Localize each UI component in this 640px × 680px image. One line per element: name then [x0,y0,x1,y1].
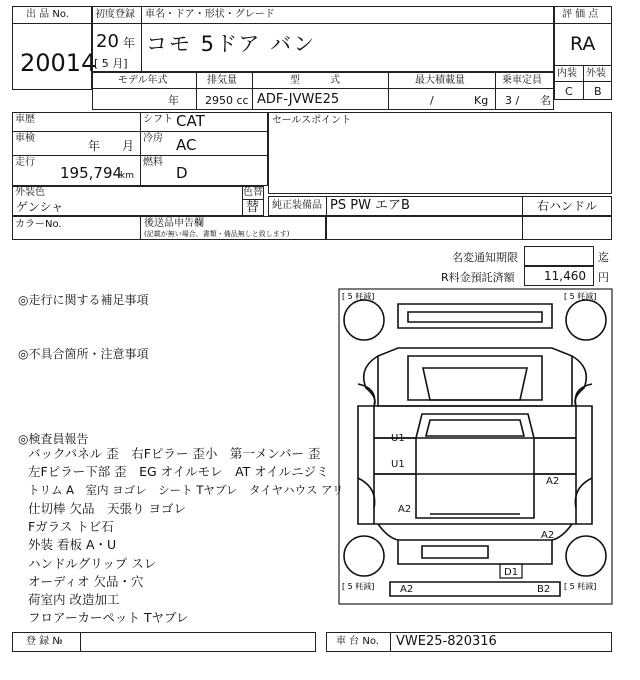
recycle-fee-label: R料金預託済額 [441,271,515,284]
steering-side: 右ハンドル [537,199,598,213]
report-line: 外装 看板 A・U [28,537,117,552]
grade-label: 評 価 点 [562,9,599,20]
color-change-label: 色替 [243,187,263,198]
right-fender [572,356,586,406]
capacity: 3 / [505,94,520,107]
fuel-label: 燃料 [143,157,163,168]
year-unit: 年 [123,36,136,50]
capacity-unit: 名 [540,94,551,107]
tire-front-right [566,300,606,340]
interior-label: 内装 [557,68,577,79]
history-label: 車歴 [15,114,35,125]
model-label: 型 式 [290,75,340,86]
model-year-label: モデル年式 [118,75,168,86]
damage-mark: U1 [391,433,405,444]
post-docs-extra-box [326,216,612,240]
fuel: D [176,164,188,182]
model-year-unit: 年 [168,94,179,107]
max-load-unit: Kg [474,94,489,107]
max-load: / [430,94,434,107]
damage-mark: A2 [398,504,412,515]
color-number-label: カラーNo. [15,219,62,230]
equipment: PS PW エアB [330,198,410,213]
model-code: ADF-JVWE25 [257,92,340,107]
name-change-deadline-unit: 迄 [598,251,609,264]
car-name-label: 車名・ドア・形状・グレード [145,9,275,20]
tire-rear-right [566,536,606,576]
damage-mark: A2 [541,530,555,541]
shift-label: シフト [143,114,173,125]
tire-tread-label: [ 5 粍減] [342,582,375,591]
exterior-color: ゲンシャ [16,200,64,214]
damage-mark: U1 [391,459,405,470]
report-line: 左Fピラー下部 歪 EG オイルモレ AT オイルニジミ [28,464,329,479]
exterior-label: 外装 [586,68,606,79]
tire-rear-left [344,536,384,576]
first-registration-label: 初度登録 [95,9,135,20]
report-line: Fガラス トビ石 [28,519,114,534]
report-line: 仕切棒 欠品 天張り ヨゴレ [28,501,186,516]
lot-number: 20014 [20,49,97,77]
equipment-label: 純正装備品 [272,200,322,211]
report-line: オーディオ 欠品・穴 [28,574,144,589]
chassis-number: VWE25-820316 [396,634,497,649]
report-line: トリム A 室内 ヨゴレ シート Tヤブレ タイヤハウス アリ [28,483,344,497]
report-line: バックパネル 歪 右Fピラー 歪小 第一メンバー 歪 [28,446,321,461]
displacement-label: 排気量 [207,75,237,86]
tire-tread-label: [ 5 粍減] [564,292,597,301]
post-docs-note: (記載が無い場合、書類・備品無しと致します) [144,230,290,238]
rear-bumper [390,582,560,596]
name-change-deadline-label: 名変通知期限 [452,251,518,264]
defect-notes-label: ◎不具合箇所・注意事項 [18,347,149,361]
damage-mark: A2 [400,584,414,595]
inspection-year-unit: 年 [88,139,101,153]
max-load-label: 最大積載量 [415,75,465,86]
capacity-label: 乗車定員 [502,75,542,86]
inspector-report-label: ◎検査員報告 [18,432,89,446]
inspection-label: 車検 [15,133,35,144]
color-change: 替 [246,200,260,215]
mileage-label: 走行 [15,157,35,168]
exterior-grade: B [594,85,602,98]
left-fender [364,356,378,406]
damage-mark: B2 [537,584,551,595]
recycle-fee-unit: 円 [598,271,609,284]
report-line: フロアーカーペット Tヤブレ [28,610,189,625]
exterior-color-label: 外装色 [15,187,45,198]
displacement: 2950 cc [205,94,249,107]
damage-mark: D1 [504,567,519,578]
tire-tread-label: [ 5 粍減] [342,292,375,301]
recycle-fee: 11,460 [544,269,586,283]
inspection-month-unit: 月 [122,139,135,153]
ac-label: 冷房 [143,133,163,144]
rear-panel [398,540,552,564]
report-line: 荷室内 改造加工 [28,592,120,607]
damage-mark: A2 [546,476,560,487]
registration-number-label: 登 録 № [26,636,63,647]
lot-number-label: 出 品 No. [26,9,69,20]
driving-notes-label: ◎走行に関する補足事項 [18,293,149,307]
mileage-unit: km [120,171,134,181]
first-registration-month: [ 5 月] [94,57,128,70]
first-registration-year: 20 [96,31,119,52]
roof [416,414,534,518]
ac: AC [176,136,197,154]
interior-grade: C [565,85,573,98]
car-name: コモ 5ドア バン [146,32,317,56]
tire-front-left [344,300,384,340]
shift: CAT [176,112,205,130]
report-line: ハンドルグリップ スレ [28,556,157,571]
mileage: 195,794 [60,164,123,182]
car-damage-diagram [338,288,614,606]
chassis-number-label: 車 台 No. [336,636,379,647]
name-change-deadline-box [524,246,594,266]
post-docs-label: 後送品申告欄 [144,218,204,229]
sales-point-label: セールスポイント [272,115,352,126]
tire-tread-label: [ 5 粍減] [564,582,597,591]
front-bumper [398,304,552,328]
overall-grade: RA [570,33,596,55]
